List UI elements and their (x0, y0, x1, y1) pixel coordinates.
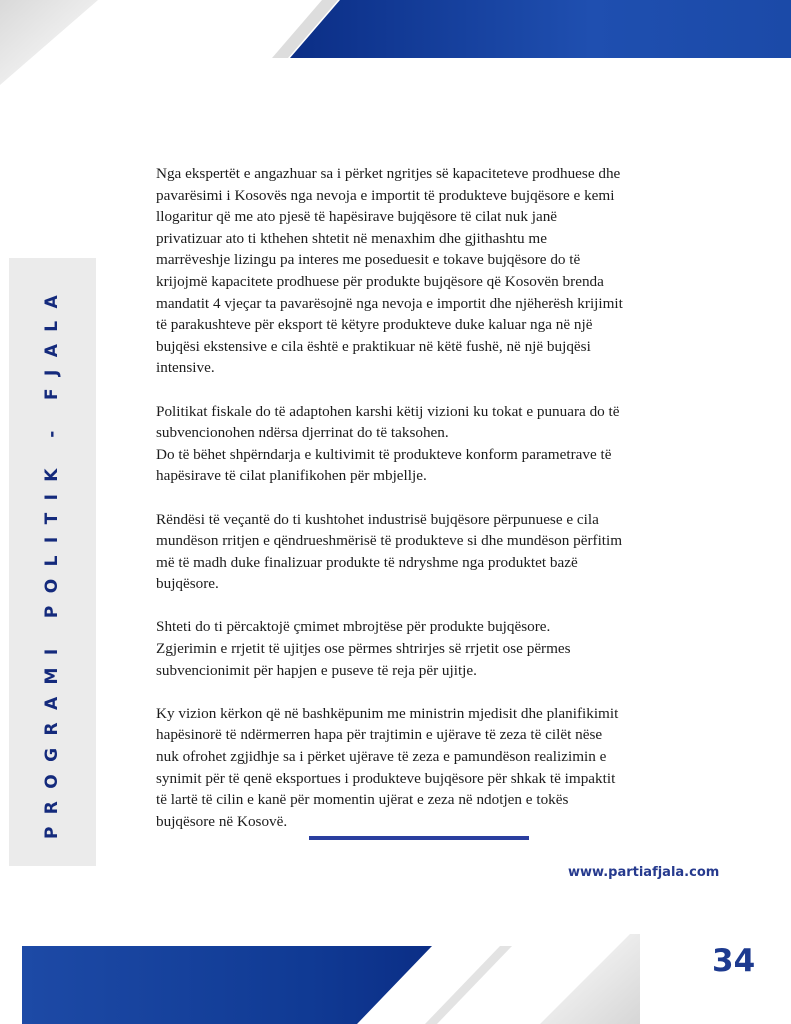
text-line: pavarësimi i Kosovës nga nevoja e importit të produkteve bujqësore e kemi (156, 186, 615, 204)
paragraph (156, 163, 676, 379)
text-line: të lartë të cilin e kanë për momentin ujërat e zeza në ndotjen e tokës (156, 791, 569, 809)
paragraph (156, 616, 676, 681)
text-line: bujqësi ekstensive e cila është e praktikuar në këtë fushë, në një bujqësi (156, 337, 591, 355)
text-line: hapësinorë të ndërmerren hapa për trajtimin e ujërave të zeza të cilët nëse (156, 726, 603, 744)
text-line: Politikat fiskale do të adaptohen karshi këtij vizioni ku tokat e punuara do të (156, 402, 620, 420)
sidebar-title: PROGRAMI POLITIK - FJALA (42, 282, 62, 840)
bottom-blue-band (22, 946, 432, 1024)
body-text (156, 163, 676, 854)
text-line: bujqësore në Kosovë. (156, 812, 288, 830)
text-line: subvencionohen ndërsa djerrinat do të taksohen. (156, 424, 449, 442)
text-line: Ky vizion kërkon që në bashkëpunim me ministrin mjedisit dhe planifikimit (156, 704, 619, 722)
text-line: marrëveshje lizingu pa interes me poseduesit e tokave bujqësore do të (156, 251, 581, 269)
text-line: hapësirave të cilat planifikohen për mbjellje. (156, 467, 427, 485)
bottom-gray-stripe (425, 946, 512, 1024)
bottom-right-gray-stripe (540, 934, 640, 1024)
text-line: Zgjerimin e rrjetit të ujitjes ose përmes shtrirjes së rrjetit ose përmes (156, 640, 571, 658)
text-line: nuk ofrohet zgjidhje sa i përket ujërave të zeza e pamundëson realizimin e (156, 748, 607, 766)
text-line: intensive. (156, 359, 215, 377)
text-line: krijojmë kapacitete prodhuese për produkte bujqësore që Kosovën brenda (156, 272, 604, 290)
paragraph (156, 401, 676, 487)
text-line: Do të bëhet shpërndarja e kultivimit të produkteve konform parametrave të (156, 445, 612, 463)
text-line: synimit për të qenë eksportues i produkteve bujqësore për shkak të impaktit (156, 769, 616, 787)
paragraph (156, 509, 676, 595)
text-line: privatizuar ato ti kthehen shtetit në menaxhim dhe gjithashtu me (156, 229, 547, 247)
page-number: 34 (712, 943, 756, 979)
text-line: më të madh duke finalizuar produkte të ndryshme nga produktet bazë (156, 553, 578, 571)
top-left-gray-stripe (0, 0, 98, 85)
bottom-decoration (0, 934, 791, 1024)
top-decoration (0, 0, 791, 90)
paragraph (156, 703, 676, 833)
text-line: bujqësore. (156, 575, 219, 593)
text-line: mandatit 4 vjeçar ta pavarësojnë nga nevoja e importit dhe njëherësh krijimit (156, 294, 623, 312)
text-line: Nga ekspertët e angazhuar sa i përket ngritjes së kapaciteteve prodhuese dhe (156, 165, 621, 182)
text-line: të parakushteve për eksport të këtyre produkteve duke kaluar nga në një (156, 316, 593, 334)
website-link[interactable]: www.partiafjala.com (568, 865, 720, 880)
text-line: Rëndësi të veçantë do ti kushtohet industrisë bujqësore përpunuese e cila (156, 510, 599, 528)
divider (309, 836, 529, 840)
text-line: llogaritur që me ato pjesë të hapësirave bujqësore të cilat nuk janë (156, 208, 558, 226)
text-line: mundëson rritjen e qëndrueshmërisë të produkteve si dhe mundëson përfitim (156, 532, 623, 550)
text-line: subvencionimit për hapjen e puseve të reja për ujitje. (156, 661, 477, 679)
text-line: Shteti do ti përcaktojë çmimet mbrojtëse për produkte bujqësore. (156, 618, 551, 636)
top-blue-band (290, 0, 791, 58)
